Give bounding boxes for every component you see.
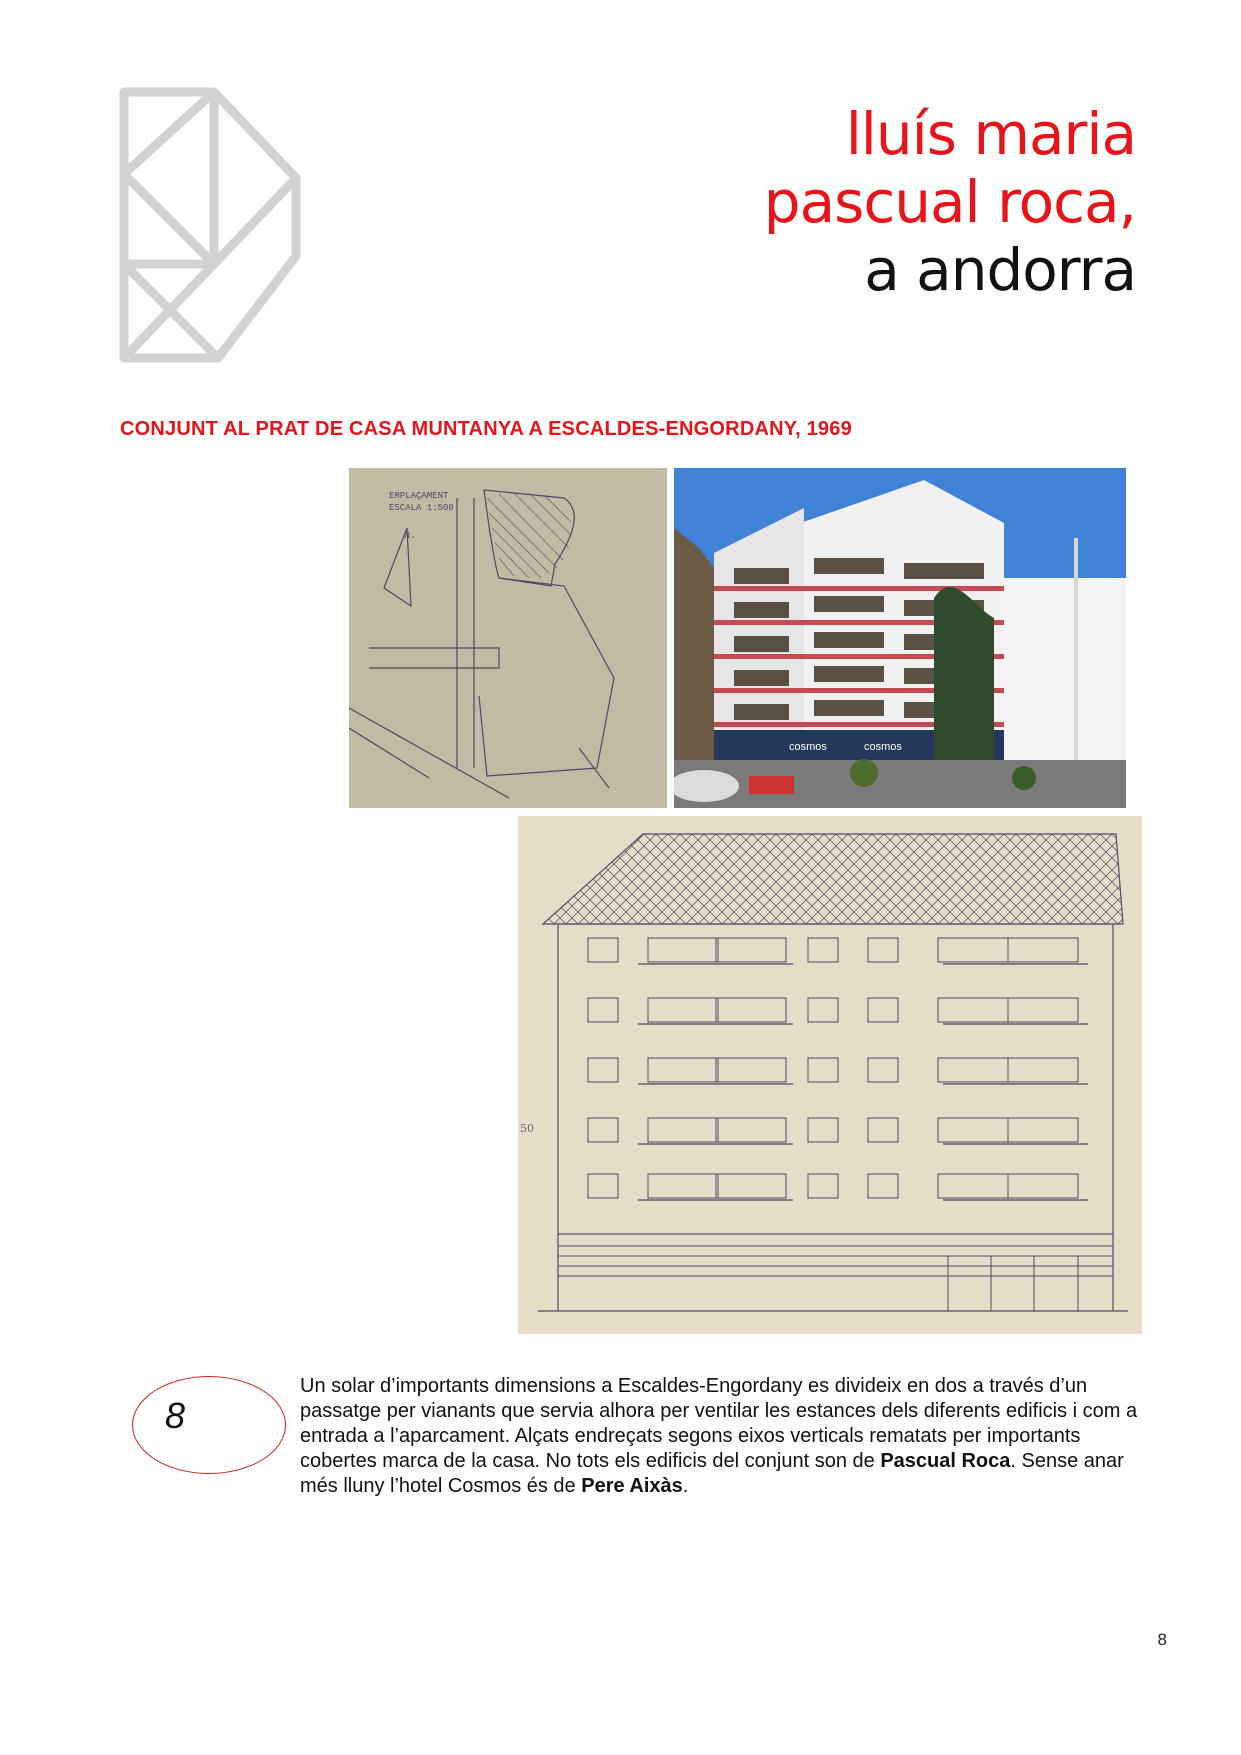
elevation-margin-mark: 50 bbox=[520, 1122, 534, 1135]
body-text-part-1: Un solar d’importants dimensions a Escaldes-Engordany es divideix en dos a través d’un passatge per vianants que servia alhora per ventilar les estances dels diferents edificis i com a entrada a l’aparcament. Alçats endreçats segons eixos verticals rematats per importants cobertes marca de la casa. No tots els edificis del conjunt son de bbox=[300, 1375, 1138, 1472]
section-heading: CONJUNT AL PRAT DE CASA MUNTANYA A ESCALDES-ENGORDANY, 1969 bbox=[120, 418, 852, 440]
sign-cosmos-1: cosmos bbox=[789, 741, 827, 753]
site-plan-caption-1: EMPLAÇAMENT bbox=[389, 491, 449, 501]
body-bold-pere-aixas: Pere Aixàs bbox=[581, 1475, 683, 1497]
body-paragraph bbox=[300, 1374, 1160, 1499]
page-title bbox=[764, 100, 1136, 304]
page-badge bbox=[132, 1376, 286, 1474]
site-plan-caption-2: ESCALA 1:500 bbox=[389, 503, 454, 513]
title-line-2: pascual roca, bbox=[763, 168, 1136, 236]
logo-mark bbox=[118, 86, 318, 366]
elevation-drawing bbox=[518, 816, 1142, 1334]
sign-cosmos-2: cosmos bbox=[864, 741, 902, 753]
title-line-1: lluís maria bbox=[845, 100, 1136, 168]
building-photo bbox=[674, 468, 1126, 808]
body-text-part-3: . bbox=[682, 1475, 689, 1497]
body-bold-pascual-roca: Pascual Roca bbox=[880, 1450, 1011, 1472]
badge-number: 8 bbox=[165, 1395, 186, 1436]
title-line-3: a andorra bbox=[864, 236, 1136, 304]
north-label: N. bbox=[404, 531, 417, 542]
site-plan-image bbox=[349, 468, 667, 808]
body-text-part-2: . Sense anar més lluny l’hotel Cosmos és de bbox=[300, 1450, 1124, 1497]
page-number: 8 bbox=[1157, 1630, 1167, 1649]
